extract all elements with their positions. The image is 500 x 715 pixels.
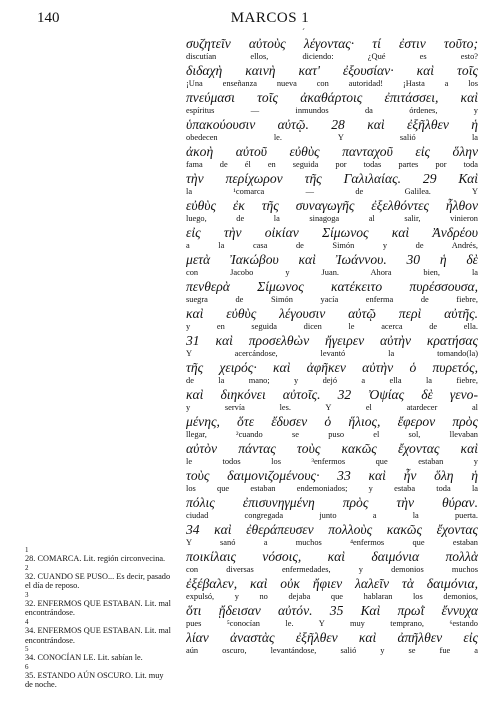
footnote-text: 28. COMARCA. Lit. región circonvecina. xyxy=(25,554,166,563)
interlinear-line xyxy=(186,360,478,386)
greek-line: 31 καὶ προσελθὼν ἤγειρεν αὐτὴν κρατήσας xyxy=(186,333,478,348)
greek-line: εὐθὺς ἐκ τῆς συναγωγῆς ἐξελθόντες ἦλθον xyxy=(186,198,478,213)
greek-line: αὐτὸν πάντας τοὺς κακῶς ἔχοντας καὶ xyxy=(186,441,478,456)
interlinear-line xyxy=(186,225,478,251)
footnote-number: 5 xyxy=(25,645,29,654)
footnote-number: 6 xyxy=(25,662,29,671)
interlinear-line xyxy=(186,36,478,62)
footnote-text: 34. CONOCÍAN LE. Lit. sabían le. xyxy=(25,653,143,663)
footnote xyxy=(25,618,173,645)
greek-line: πνεύμασι τοῖς ἀκαθάρτοις ἐπιτάσσει, καὶ xyxy=(186,90,478,105)
footnote-number: 3 xyxy=(25,590,29,599)
greek-line: μετὰ Ἰακώβου καὶ Ἰωάννου. 30 ἡ δὲ xyxy=(186,252,478,267)
spanish-line: fama de él en seguida por todas partes por toda xyxy=(186,160,478,169)
footnote-text: 32. CUANDO SE PUSO... Es decir, pasado el día de reposo. xyxy=(25,571,171,591)
footnote-text: 35. ESTANDO AÚN OSCURO. Lit. muy de noche. xyxy=(25,670,164,690)
spanish-line: Y acercándose, levantó la tomando(la) xyxy=(186,349,478,358)
interlinear-line xyxy=(186,603,478,629)
interlinear-line xyxy=(186,576,478,602)
interlinear-line xyxy=(186,198,478,224)
spanish-line: Y sanó a muchos ⁴enfermos que estaban xyxy=(186,538,478,547)
interlinear-line xyxy=(186,306,478,332)
footnote-text: 34. ENFERMOS QUE ESTABAN. Lit. mal encontrándose. xyxy=(25,625,171,645)
footnote xyxy=(25,546,173,564)
spanish-line: llegar, ²cuando se puso el sol, llevaban xyxy=(186,430,478,439)
spanish-line: aún oscuro, levantándose, salió y se fue a xyxy=(186,646,478,655)
greek-line: ὅτι ᾔδεισαν αὐτόν. 35 Καὶ πρωῒ ἔννυχα xyxy=(186,603,478,618)
footnote-number: 1 xyxy=(25,546,29,554)
spanish-line: ciudad congregada junto a la puerta. xyxy=(186,511,478,520)
spanish-line: con diversas enfermedades, y demonios muchos xyxy=(186,565,478,574)
spanish-line: con Jacobo y Juan. Ahora bien, la xyxy=(186,268,478,277)
greek-line: πενθερὰ Σίμωνος κατέκειτο πυρέσσουσα, xyxy=(186,279,478,294)
spanish-line: los que estaban endemoniados; y estaba toda la xyxy=(186,484,478,493)
interlinear-line xyxy=(186,171,478,197)
greek-line: διδαχὴ καινὴ κατ' ἐξουσίαν· καὶ τοῖς xyxy=(186,63,478,78)
interlinear-text xyxy=(186,36,478,657)
interlinear-line xyxy=(186,522,478,548)
greek-line: ὑπακούουσιν αὐτῷ. 28 καὶ ἐξῆλθεν ἡ xyxy=(186,117,478,132)
footnote xyxy=(25,591,173,618)
interlinear-line xyxy=(186,414,478,440)
footnote xyxy=(25,663,173,690)
greek-line: τοὺς δαιμονιζομένους· 33 καὶ ἦν ὅλη ἡ xyxy=(186,468,478,483)
footnote-number: 4 xyxy=(25,617,29,626)
interlinear-line xyxy=(186,333,478,359)
spanish-line: y servía les. Y el atardecer al xyxy=(186,403,478,412)
interlinear-line xyxy=(186,495,478,521)
footnote-text: 32. ENFERMOS QUE ESTABAN. Lit. mal encontrándose. xyxy=(25,598,171,618)
interlinear-line xyxy=(186,387,478,413)
spanish-line: ¡Una enseñanza nueva con autoridad! ¡Hasta a los xyxy=(186,79,478,88)
interlinear-line xyxy=(186,279,478,305)
spanish-line: pues ⁵conocían le. Y muy temprano, ⁶estando xyxy=(186,619,478,628)
greek-line: ἀκοὴ αὐτοῦ εὐθὺς πανταχοῦ εἰς ὅλην xyxy=(186,144,478,159)
footnotes xyxy=(25,546,173,690)
spanish-line: luego, de la sinagoga al salir, vinieron xyxy=(186,214,478,223)
greek-line: τῆς χειρός· καὶ ἀφῆκεν αὐτὴν ὁ πυρετός, xyxy=(186,360,478,375)
spanish-line: obedecen le. Y salió la xyxy=(186,133,478,142)
interlinear-line xyxy=(186,468,478,494)
greek-line: ποικίλαις νόσοις, καὶ δαιμόνια πολλὰ xyxy=(186,549,478,564)
interlinear-line xyxy=(186,144,478,170)
interlinear-line xyxy=(186,252,478,278)
interlinear-line xyxy=(186,117,478,143)
interlinear-line xyxy=(186,63,478,89)
spanish-line: le todos los ³enfermos que estaban y xyxy=(186,457,478,466)
greek-line: καὶ διηκόνει αὐτοῖς. 32 Ὀψίας δὲ γενο- xyxy=(186,387,478,402)
footnote xyxy=(25,645,173,663)
greek-line: εἰς τὴν οἰκίαν Σίμωνος καὶ Ἀνδρέου xyxy=(186,225,478,240)
spanish-line: suegra de Simón yacía enferma de fiebre, xyxy=(186,295,478,304)
interlinear-line xyxy=(186,90,478,116)
accent-mark: ´ xyxy=(302,27,305,37)
greek-line: μένης, ὅτε ἔδυσεν ὁ ἥλιος, ἔφερον πρὸς xyxy=(186,414,478,429)
greek-line: συζητεῖν αὐτοὺς λέγοντας· τί ἐστιν τοῦτο; xyxy=(186,36,478,51)
spanish-line: la ¹comarca — de Galilea. Y xyxy=(186,187,478,196)
greek-line: λίαν ἀναστὰς ἐξῆλθεν καὶ ἀπῆλθεν εἰς xyxy=(186,630,478,645)
footnote xyxy=(25,564,173,591)
greek-line: καὶ εὐθὺς λέγουσιν αὐτῷ περὶ αὐτῆς. xyxy=(186,306,478,321)
greek-line: τὴν περίχωρον τῆς Γαλιλαίας. 29 Καὶ xyxy=(186,171,478,186)
spanish-line: de la mano; y dejó a ella la fiebre, xyxy=(186,376,478,385)
footnote-number: 2 xyxy=(25,563,29,572)
spanish-line: a la casa de Simón y de Andrés, xyxy=(186,241,478,250)
interlinear-line xyxy=(186,441,478,467)
spanish-line: discutían ellos, diciendo: ¿Qué es esto? xyxy=(186,52,478,61)
book-chapter-title: MARCOS 1 xyxy=(230,10,310,26)
interlinear-line xyxy=(186,549,478,575)
page-number: 140 xyxy=(37,10,60,26)
spanish-line: espíritus — inmundos da órdenes, y xyxy=(186,106,478,115)
greek-line: 34 καὶ ἐθεράπευσεν πολλοὺς κακῶς ἔχοντας xyxy=(186,522,478,537)
interlinear-line xyxy=(186,630,478,656)
greek-line: ἐξέβαλεν, καὶ οὐκ ἤφιεν λαλεῖν τὰ δαιμόνια, xyxy=(186,576,478,591)
spanish-line: y en seguida dicen le acerca de ella. xyxy=(186,322,478,331)
greek-line: πόλις ἐπισυνηγμένη πρὸς τὴν θύραν. xyxy=(186,495,478,510)
spanish-line: expulsó, y no dejaba que hablaran los demonios, xyxy=(186,592,478,601)
